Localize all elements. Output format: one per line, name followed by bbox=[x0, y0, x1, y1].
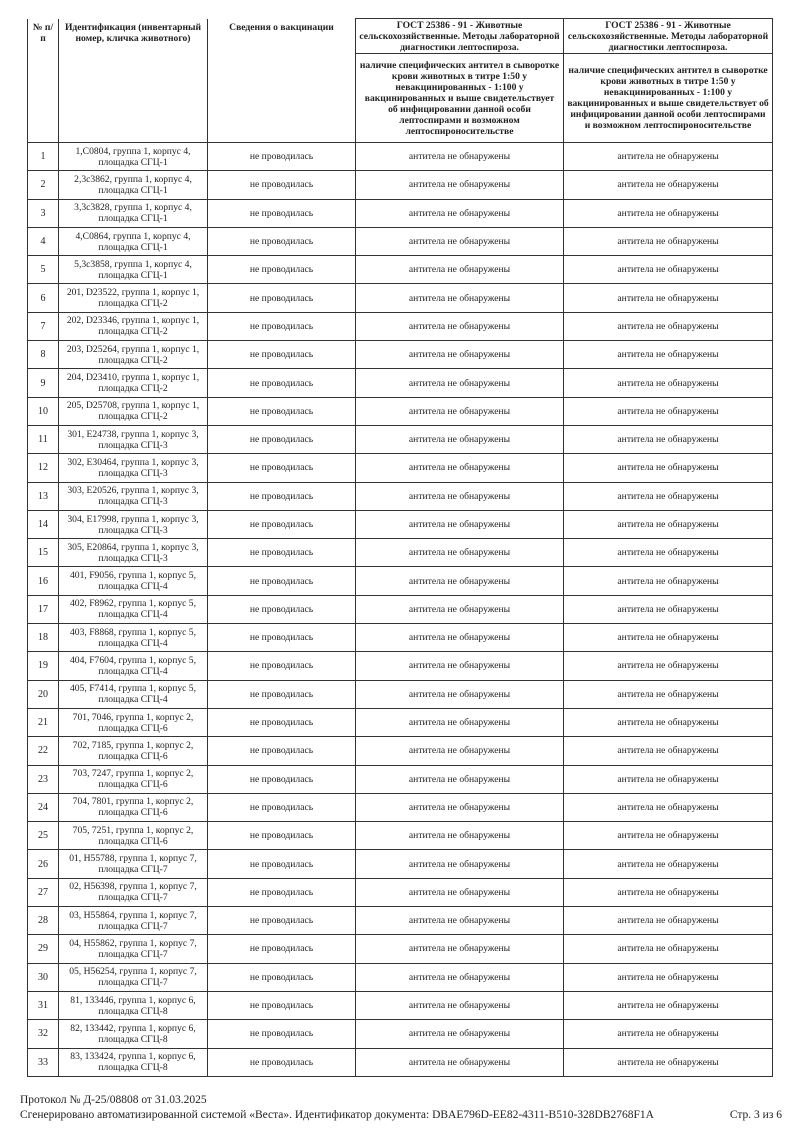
vaccination-info: не проводилась bbox=[208, 227, 356, 255]
result-gost-2: антитела не обнаружены bbox=[564, 765, 773, 793]
table-row bbox=[28, 765, 773, 793]
table-row bbox=[28, 935, 773, 963]
vaccination-info: не проводилась bbox=[208, 765, 356, 793]
header-gost-1-norm: наличие специфических антител в сыворотке крови животных в титре 1:50 у невакцинированных - 1:100 у вакцинированных и выше свидетельствует об инфицировании данной особи лептоспирами и возможном лептоспироносительстве bbox=[356, 54, 564, 143]
row-number: 23 bbox=[28, 765, 59, 793]
animal-identification: 404, F7604, группа 1, корпус 5, площадка СГЦ-4 bbox=[59, 652, 208, 680]
result-gost-2: антитела не обнаружены bbox=[564, 199, 773, 227]
animal-identification: 301, E24738, группа 1, корпус 3, площадка СГЦ-3 bbox=[59, 425, 208, 453]
row-number: 24 bbox=[28, 793, 59, 821]
row-number: 15 bbox=[28, 539, 59, 567]
animal-identification: 83, 133424, группа 1, корпус 6, площадка СГЦ-8 bbox=[59, 1048, 208, 1076]
row-number: 8 bbox=[28, 341, 59, 369]
vaccination-info: не проводилась bbox=[208, 680, 356, 708]
row-number: 33 bbox=[28, 1048, 59, 1076]
animal-identification: 405, F7414, группа 1, корпус 5, площадка СГЦ-4 bbox=[59, 680, 208, 708]
table-row bbox=[28, 793, 773, 821]
animal-identification: 304, E17998, группа 1, корпус 3, площадка СГЦ-3 bbox=[59, 510, 208, 538]
table-row bbox=[28, 963, 773, 991]
header-vaccination: Сведения о вакцинации bbox=[208, 19, 356, 143]
vaccination-info: не проводилась bbox=[208, 822, 356, 850]
row-number: 28 bbox=[28, 907, 59, 935]
table-row bbox=[28, 567, 773, 595]
row-number: 22 bbox=[28, 737, 59, 765]
result-gost-1: антитела не обнаружены bbox=[356, 425, 564, 453]
result-gost-2: антитела не обнаружены bbox=[564, 369, 773, 397]
vaccination-info: не проводилась bbox=[208, 935, 356, 963]
result-gost-1: антитела не обнаружены bbox=[356, 199, 564, 227]
vaccination-info: не проводилась bbox=[208, 312, 356, 340]
result-gost-1: антитела не обнаружены bbox=[356, 737, 564, 765]
vaccination-info: не проводилась bbox=[208, 652, 356, 680]
result-gost-1: антитела не обнаружены bbox=[356, 454, 564, 482]
header-gost-1-title: ГОСТ 25386 - 91 - Животные сельскохозяйственные. Методы лабораторной диагностики лептоспироза. bbox=[356, 19, 564, 54]
row-number: 10 bbox=[28, 397, 59, 425]
result-gost-2: антитела не обнаружены bbox=[564, 567, 773, 595]
result-gost-1: антитела не обнаружены bbox=[356, 341, 564, 369]
animal-identification: 401, F9056, группа 1, корпус 5, площадка СГЦ-4 bbox=[59, 567, 208, 595]
result-gost-1: антитела не обнаружены bbox=[356, 878, 564, 906]
vaccination-info: не проводилась bbox=[208, 510, 356, 538]
table-body bbox=[28, 143, 773, 1077]
animal-identification: 205, D25708, группа 1, корпус 1, площадка СГЦ-2 bbox=[59, 397, 208, 425]
table-row bbox=[28, 850, 773, 878]
result-gost-1: антитела не обнаружены bbox=[356, 539, 564, 567]
vaccination-info: не проводилась bbox=[208, 793, 356, 821]
header-gost-2-title: ГОСТ 25386 - 91 - Животные сельскохозяйственные. Методы лабораторной диагностики лептоспироза. bbox=[564, 19, 773, 54]
table-row bbox=[28, 341, 773, 369]
table-row bbox=[28, 312, 773, 340]
table-row bbox=[28, 284, 773, 312]
result-gost-2: антитела не обнаружены bbox=[564, 991, 773, 1019]
table-row bbox=[28, 624, 773, 652]
vaccination-info: не проводилась bbox=[208, 256, 356, 284]
animal-identification: 705, 7251, группа 1, корпус 2, площадка СГЦ-6 bbox=[59, 822, 208, 850]
result-gost-1: антитела не обнаружены bbox=[356, 793, 564, 821]
results-table bbox=[27, 18, 773, 1077]
result-gost-2: антитела не обнаружены bbox=[564, 227, 773, 255]
vaccination-info: не проводилась bbox=[208, 454, 356, 482]
result-gost-1: антитела не обнаружены bbox=[356, 624, 564, 652]
result-gost-2: антитела не обнаружены bbox=[564, 680, 773, 708]
vaccination-info: не проводилась bbox=[208, 199, 356, 227]
table-row bbox=[28, 878, 773, 906]
vaccination-info: не проводилась bbox=[208, 284, 356, 312]
table-row bbox=[28, 708, 773, 736]
table-row bbox=[28, 1048, 773, 1076]
result-gost-1: антитела не обнаружены bbox=[356, 935, 564, 963]
result-gost-1: антитела не обнаружены bbox=[356, 256, 564, 284]
animal-identification: 704, 7801, группа 1, корпус 2, площадка СГЦ-6 bbox=[59, 793, 208, 821]
table-row bbox=[28, 510, 773, 538]
header-gost-2-norm: наличие специфических антител в сыворотке крови животных в титре 1:50 у невакцинированных - 1:100 у вакцинированных и выше свидетельствует об инфицировании данной особи лептоспирами и возможном лептоспироносительстве bbox=[564, 54, 773, 143]
result-gost-1: антитела не обнаружены bbox=[356, 227, 564, 255]
table-row bbox=[28, 737, 773, 765]
result-gost-1: антитела не обнаружены bbox=[356, 850, 564, 878]
result-gost-1: антитела не обнаружены bbox=[356, 482, 564, 510]
animal-identification: 4,C0864, группа 1, корпус 4, площадка СГЦ-1 bbox=[59, 227, 208, 255]
result-gost-1: антитела не обнаружены bbox=[356, 652, 564, 680]
protocol-number: Протокол № Д-25/08808 от 31.03.2025 bbox=[20, 1094, 207, 1106]
result-gost-2: антитела не обнаружены bbox=[564, 850, 773, 878]
animal-identification: 305, E20864, группа 1, корпус 3, площадка СГЦ-3 bbox=[59, 539, 208, 567]
result-gost-2: антитела не обнаружены bbox=[564, 793, 773, 821]
animal-identification: 02, H56398, группа 1, корпус 7, площадка СГЦ-7 bbox=[59, 878, 208, 906]
vaccination-info: не проводилась bbox=[208, 991, 356, 1019]
result-gost-1: антитела не обнаружены bbox=[356, 680, 564, 708]
table-row bbox=[28, 143, 773, 171]
animal-identification: 04, H55862, группа 1, корпус 7, площадка СГЦ-7 bbox=[59, 935, 208, 963]
table-row bbox=[28, 991, 773, 1019]
result-gost-2: антитела не обнаружены bbox=[564, 737, 773, 765]
result-gost-1: антитела не обнаружены bbox=[356, 284, 564, 312]
row-number: 12 bbox=[28, 454, 59, 482]
vaccination-info: не проводилась bbox=[208, 907, 356, 935]
animal-identification: 3,3c3828, группа 1, корпус 4, площадка СГЦ-1 bbox=[59, 199, 208, 227]
table-row bbox=[28, 256, 773, 284]
result-gost-1: антитела не обнаружены bbox=[356, 1048, 564, 1076]
animal-identification: 204, D23410, группа 1, корпус 1, площадка СГЦ-2 bbox=[59, 369, 208, 397]
table-row bbox=[28, 680, 773, 708]
header-identification: Идентификация (инвентарный номер, кличка животного) bbox=[59, 19, 208, 143]
vaccination-info: не проводилась bbox=[208, 624, 356, 652]
result-gost-1: антитела не обнаружены bbox=[356, 991, 564, 1019]
vaccination-info: не проводилась bbox=[208, 595, 356, 623]
row-number: 6 bbox=[28, 284, 59, 312]
result-gost-2: антитела не обнаружены bbox=[564, 1048, 773, 1076]
animal-identification: 202, D23346, группа 1, корпус 1, площадка СГЦ-2 bbox=[59, 312, 208, 340]
vaccination-info: не проводилась bbox=[208, 1048, 356, 1076]
table-row bbox=[28, 397, 773, 425]
table-row bbox=[28, 171, 773, 199]
row-number: 17 bbox=[28, 595, 59, 623]
animal-identification: 702, 7185, группа 1, корпус 2, площадка СГЦ-6 bbox=[59, 737, 208, 765]
result-gost-2: антитела не обнаружены bbox=[564, 595, 773, 623]
vaccination-info: не проводилась bbox=[208, 397, 356, 425]
result-gost-1: антитела не обнаружены bbox=[356, 907, 564, 935]
result-gost-1: антитела не обнаружены bbox=[356, 567, 564, 595]
row-number: 30 bbox=[28, 963, 59, 991]
result-gost-1: антитела не обнаружены bbox=[356, 171, 564, 199]
table-row bbox=[28, 425, 773, 453]
result-gost-1: антитела не обнаружены bbox=[356, 963, 564, 991]
animal-identification: 05, H56254, группа 1, корпус 7, площадка СГЦ-7 bbox=[59, 963, 208, 991]
vaccination-info: не проводилась bbox=[208, 567, 356, 595]
result-gost-1: антитела не обнаружены bbox=[356, 312, 564, 340]
result-gost-2: антитела не обнаружены bbox=[564, 822, 773, 850]
animal-identification: 402, F8962, группа 1, корпус 5, площадка СГЦ-4 bbox=[59, 595, 208, 623]
row-number: 4 bbox=[28, 227, 59, 255]
result-gost-2: антитела не обнаружены bbox=[564, 454, 773, 482]
result-gost-2: антитела не обнаружены bbox=[564, 510, 773, 538]
animal-identification: 03, H55864, группа 1, корпус 7, площадка СГЦ-7 bbox=[59, 907, 208, 935]
table-row bbox=[28, 822, 773, 850]
result-gost-1: антитела не обнаружены bbox=[356, 765, 564, 793]
animal-identification: 2,3c3862, группа 1, корпус 4, площадка СГЦ-1 bbox=[59, 171, 208, 199]
table-row bbox=[28, 1020, 773, 1048]
result-gost-2: антитела не обнаружены bbox=[564, 539, 773, 567]
row-number: 31 bbox=[28, 991, 59, 1019]
vaccination-info: не проводилась bbox=[208, 171, 356, 199]
row-number: 25 bbox=[28, 822, 59, 850]
row-number: 21 bbox=[28, 708, 59, 736]
vaccination-info: не проводилась bbox=[208, 341, 356, 369]
result-gost-1: антитела не обнаружены bbox=[356, 510, 564, 538]
result-gost-2: антитела не обнаружены bbox=[564, 143, 773, 171]
generated-by-note: Сгенерировано автоматизированной системой «Веста». Идентификатор документа: DBAE796D-EE82-4311-B510-328DB2768F1A bbox=[20, 1109, 654, 1121]
result-gost-1: антитела не обнаружены bbox=[356, 708, 564, 736]
animal-identification: 81, 133446, группа 1, корпус 6, площадка СГЦ-8 bbox=[59, 991, 208, 1019]
row-number: 7 bbox=[28, 312, 59, 340]
table-row bbox=[28, 907, 773, 935]
result-gost-1: антитела не обнаружены bbox=[356, 595, 564, 623]
result-gost-2: антитела не обнаружены bbox=[564, 425, 773, 453]
row-number: 20 bbox=[28, 680, 59, 708]
animal-identification: 01, H55788, группа 1, корпус 7, площадка СГЦ-7 bbox=[59, 850, 208, 878]
animal-identification: 201, D23522, группа 1, корпус 1, площадка СГЦ-2 bbox=[59, 284, 208, 312]
vaccination-info: не проводилась bbox=[208, 482, 356, 510]
table-row bbox=[28, 369, 773, 397]
table-row bbox=[28, 595, 773, 623]
row-number: 27 bbox=[28, 878, 59, 906]
result-gost-2: антитела не обнаружены bbox=[564, 256, 773, 284]
result-gost-2: антитела не обнаружены bbox=[564, 1020, 773, 1048]
vaccination-info: не проводилась bbox=[208, 1020, 356, 1048]
result-gost-2: антитела не обнаружены bbox=[564, 171, 773, 199]
vaccination-info: не проводилась bbox=[208, 708, 356, 736]
row-number: 14 bbox=[28, 510, 59, 538]
animal-identification: 703, 7247, группа 1, корпус 2, площадка СГЦ-6 bbox=[59, 765, 208, 793]
result-gost-1: антитела не обнаружены bbox=[356, 143, 564, 171]
row-number: 16 bbox=[28, 567, 59, 595]
result-gost-1: антитела не обнаружены bbox=[356, 822, 564, 850]
animal-identification: 302, E30464, группа 1, корпус 3, площадка СГЦ-3 bbox=[59, 454, 208, 482]
animal-identification: 303, E20526, группа 1, корпус 3, площадка СГЦ-3 bbox=[59, 482, 208, 510]
animal-identification: 203, D25264, группа 1, корпус 1, площадка СГЦ-2 bbox=[59, 341, 208, 369]
row-number: 9 bbox=[28, 369, 59, 397]
animal-identification: 403, F8868, группа 1, корпус 5, площадка СГЦ-4 bbox=[59, 624, 208, 652]
header-number: № п/п bbox=[28, 19, 59, 143]
result-gost-1: антитела не обнаружены bbox=[356, 369, 564, 397]
result-gost-2: антитела не обнаружены bbox=[564, 652, 773, 680]
row-number: 18 bbox=[28, 624, 59, 652]
vaccination-info: не проводилась bbox=[208, 369, 356, 397]
animal-identification: 5,3c3858, группа 1, корпус 4, площадка СГЦ-1 bbox=[59, 256, 208, 284]
result-gost-2: антитела не обнаружены bbox=[564, 907, 773, 935]
animal-identification: 1,C0804, группа 1, корпус 4, площадка СГЦ-1 bbox=[59, 143, 208, 171]
result-gost-2: антитела не обнаружены bbox=[564, 878, 773, 906]
row-number: 1 bbox=[28, 143, 59, 171]
result-gost-2: антитела не обнаружены bbox=[564, 935, 773, 963]
table-row bbox=[28, 227, 773, 255]
vaccination-info: не проводилась bbox=[208, 737, 356, 765]
result-gost-2: антитела не обнаружены bbox=[564, 312, 773, 340]
row-number: 26 bbox=[28, 850, 59, 878]
vaccination-info: не проводилась bbox=[208, 143, 356, 171]
vaccination-info: не проводилась bbox=[208, 425, 356, 453]
vaccination-info: не проводилась bbox=[208, 850, 356, 878]
result-gost-2: антитела не обнаружены bbox=[564, 708, 773, 736]
animal-identification: 701, 7046, группа 1, корпус 2, площадка СГЦ-6 bbox=[59, 708, 208, 736]
vaccination-info: не проводилась bbox=[208, 539, 356, 567]
result-gost-2: антитела не обнаружены bbox=[564, 284, 773, 312]
row-number: 3 bbox=[28, 199, 59, 227]
row-number: 5 bbox=[28, 256, 59, 284]
vaccination-info: не проводилась bbox=[208, 963, 356, 991]
row-number: 11 bbox=[28, 425, 59, 453]
result-gost-2: антитела не обнаружены bbox=[564, 341, 773, 369]
row-number: 2 bbox=[28, 171, 59, 199]
table-row bbox=[28, 539, 773, 567]
row-number: 13 bbox=[28, 482, 59, 510]
result-gost-2: антитела не обнаружены bbox=[564, 397, 773, 425]
table-row bbox=[28, 482, 773, 510]
row-number: 32 bbox=[28, 1020, 59, 1048]
table-row bbox=[28, 199, 773, 227]
animal-identification: 82, 133442, группа 1, корпус 6, площадка СГЦ-8 bbox=[59, 1020, 208, 1048]
result-gost-2: антитела не обнаружены bbox=[564, 963, 773, 991]
result-gost-2: антитела не обнаружены bbox=[564, 624, 773, 652]
result-gost-2: антитела не обнаружены bbox=[564, 482, 773, 510]
row-number: 19 bbox=[28, 652, 59, 680]
table-row bbox=[28, 652, 773, 680]
result-gost-1: антитела не обнаружены bbox=[356, 397, 564, 425]
vaccination-info: не проводилась bbox=[208, 878, 356, 906]
page-number: Стр. 3 из 6 bbox=[729, 1109, 782, 1121]
result-gost-1: антитела не обнаружены bbox=[356, 1020, 564, 1048]
table-row bbox=[28, 454, 773, 482]
row-number: 29 bbox=[28, 935, 59, 963]
